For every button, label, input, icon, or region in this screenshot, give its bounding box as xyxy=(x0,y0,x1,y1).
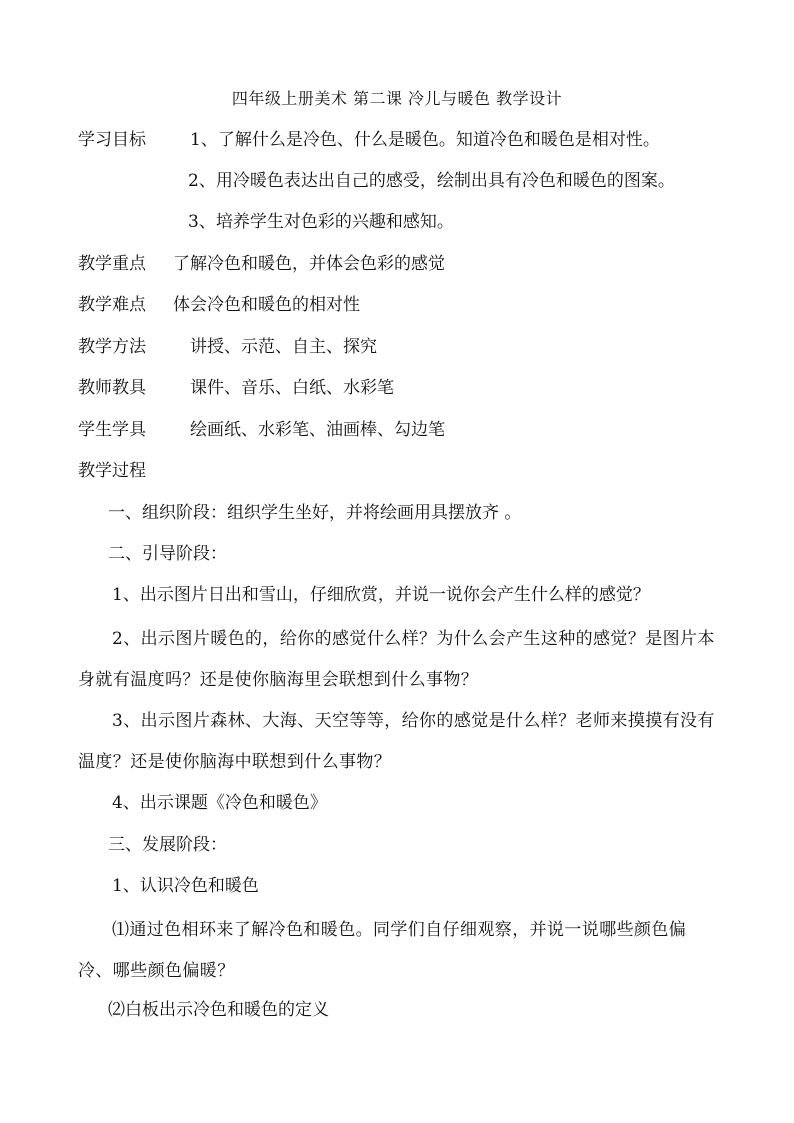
key-point-row xyxy=(78,252,445,276)
student-tools-label: 学生学具 xyxy=(78,420,146,440)
stage-3: 三、发展阶段： xyxy=(108,835,227,855)
teacher-tools-text: 课件、音乐、白纸、水彩笔 xyxy=(190,378,394,398)
guide-1: 1、出示图片日出和雪山，仔细欣赏，并说一说你会产生什么样的感觉？ xyxy=(112,585,650,605)
process-label: 教学过程 xyxy=(78,461,146,481)
stage-2: 二、引导阶段： xyxy=(108,544,227,564)
key-point-text: 了解冷色和暖色，并体会色彩的感觉 xyxy=(173,254,445,274)
objective-item-2: 2、用冷暖色表达出自己的感受，绘制出具有冷色和暖色的图案。 xyxy=(188,171,675,191)
guide-3: 3、出示图片森林、大海、天空等等，给你的感觉是什么样？老师来摸摸有没有温度？还是使你脑海中联想到什么事物？ xyxy=(78,711,715,772)
develop-1b: ⑵白板出示冷色和暖色的定义 xyxy=(108,1000,329,1020)
develop-1: 1、认识冷色和暖色 xyxy=(112,876,259,896)
guide-4: 4、出示课题《冷色和暖色》 xyxy=(112,793,327,813)
objective-item-3: 3、培养学生对色彩的兴趣和感知。 xyxy=(188,212,454,232)
objectives-row xyxy=(78,128,660,152)
student-tools-text: 绘画纸、水彩笔、油画棒、勾边笔 xyxy=(190,420,445,440)
method-text: 讲授、示范、自主、探究 xyxy=(190,337,377,357)
difficulty-text: 体会冷色和暖色的相对性 xyxy=(173,295,360,315)
teacher-tools-label: 教师教具 xyxy=(78,378,146,398)
objectives-label: 学习目标 xyxy=(78,130,146,150)
teacher-tools-row xyxy=(78,376,394,400)
method-label: 教学方法 xyxy=(78,337,146,357)
develop-1a: ⑴通过色相环来了解冷色和暖色。同学们自仔细观察，并说一说哪些颜色偏冷、哪些颜色偏暖？ xyxy=(78,920,687,981)
guide-2: 2、出示图片暖色的，给你的感觉什么样？为什么会产生这种的感觉？是图片本身就有温度吗？还是使你脑海里会联想到什么事物？ xyxy=(78,629,715,690)
objective-item-1: 1、了解什么是冷色、什么是暖色。知道冷色和暖色是相对性。 xyxy=(190,130,660,150)
student-tools-row xyxy=(78,418,445,442)
difficulty-row xyxy=(78,293,360,317)
method-row xyxy=(78,335,377,359)
stage-1: 一、组织阶段：组织学生坐好，并将绘画用具摆放齐 。 xyxy=(108,503,522,523)
document-title: 四年级上册美术 第二课 冷儿与暖色 教学设计 xyxy=(231,89,563,108)
difficulty-label: 教学难点 xyxy=(78,295,146,315)
key-point-label: 教学重点 xyxy=(78,254,146,274)
